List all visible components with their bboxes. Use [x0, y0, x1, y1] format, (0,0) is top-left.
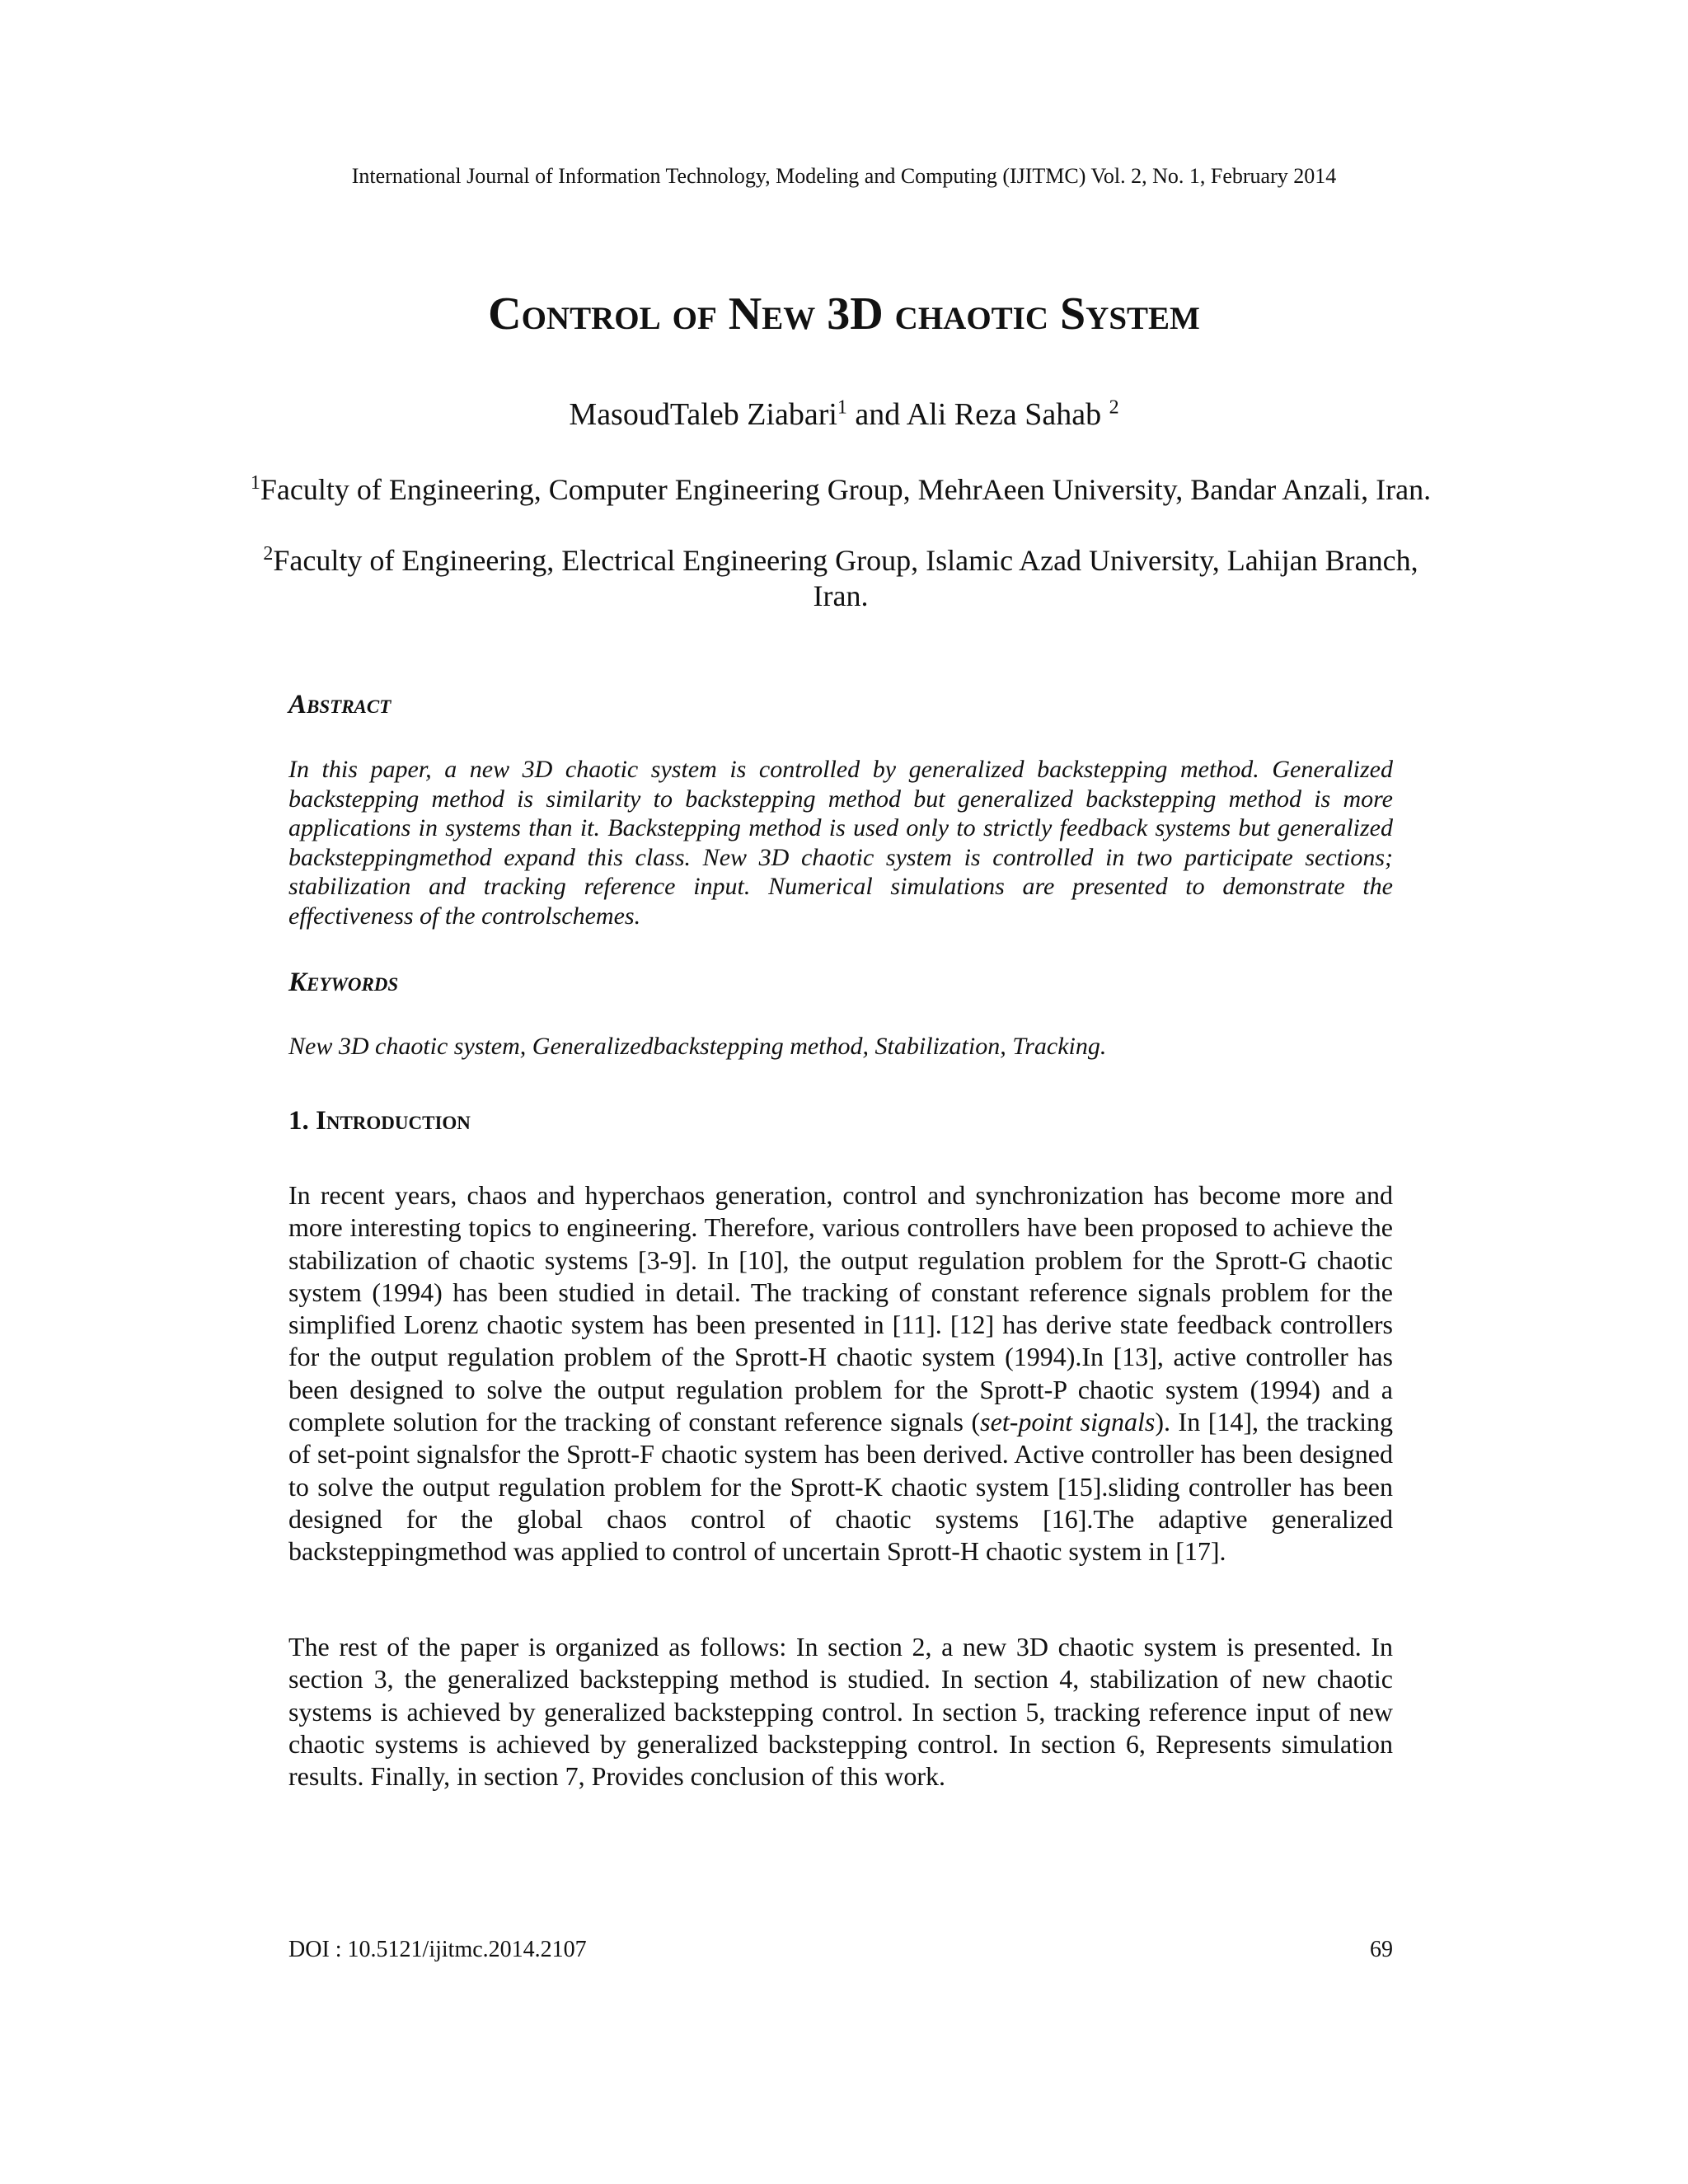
paragraph-text: ). In [14], the tracking of set-point signalsfor the Sprott-F chaotic system has been derived. Active controller has been designed to solve the output regulation problem for the Sprott-K chaotic system [15].sliding controller has been designed for the global chaos control of chaotic systems [16].The adaptive generalized backsteppingmethod was applied to control of uncertain Sprott-H chaotic system in [17].	[288, 1407, 1394, 1567]
author-line	[0, 396, 1688, 434]
author-name: Ali Reza Sahab	[906, 397, 1109, 432]
affiliation-mark: 1	[837, 396, 847, 419]
introduction-paragraph: The rest of the paper is organized as follows: In section 2, a new 3D chaotic system is presented. In section 3, the generalized backstepping method is studied. In section 4, stabilization of new chaotic systems is achieved by generalized backstepping control. In section 5, tracking reference input of new chaotic systems is achieved by generalized backstepping control. In section 6, Represents simulation results. Finally, in section 7, Provides conclusion of this work.	[288, 1632, 1393, 1792]
introduction-paragraph	[288, 1179, 1393, 1568]
affiliation	[247, 472, 1434, 508]
keywords-heading: Keywords	[288, 968, 399, 997]
author-connector: and	[846, 397, 907, 432]
abstract-heading: Abstract	[288, 690, 392, 719]
introduction-heading: 1. Introduction	[288, 1106, 471, 1136]
paragraph-text: In recent years, chaos and hyperchaos generation, control and synchronization has become more and more interesting topics to engineering. Therefore, various controllers have been proposed to achieve the stabilization of chaotic systems [3-9]. In [10], the output regulation problem for the Sprott-G chaotic system (1994) has been studied in detail. The tracking of constant reference signals problem for the simplified Lorenz chaotic system has been presented in [11]. [12] has derive state feedback controllers for the output regulation problem of the Sprott-H chaotic system (1994).In [13], active controller has been designed to solve the output regulation problem for the Sprott-P chaotic system (1994) and a complete solution for the tracking of constant reference signals (	[288, 1180, 1393, 1437]
doi-footer: DOI : 10.5121/ijitmc.2014.2107	[288, 1937, 587, 1962]
affiliation-text: Faculty of Engineering, Computer Engineering Group, MehrAeen University, Bandar Anzali, Iran.	[260, 473, 1432, 506]
keywords-text: New 3D chaotic system, Generalizedbackstepping method, Stabilization, Tracking.	[288, 1033, 1107, 1060]
affiliation-mark: 2	[1109, 396, 1119, 419]
affiliation-mark: 1	[250, 472, 260, 494]
abstract-text: In this paper, a new 3D chaotic system is controlled by generalized backstepping method. Generalized backstepping method is similarity to backstepping method but generalized backstepping method is more applications in systems than it. Backstepping method is used only to strictly feedback systems but generalized backsteppingmethod expand this class. New 3D chaotic system is controlled in two participate sections; stabilization and tracking reference input. Numerical simulations are presented to demonstrate the effectiveness of the controlschemes.	[288, 756, 1393, 930]
affiliation-text: Faculty of Engineering, Electrical Engineering Group, Islamic Azad University, Lahijan Branch, Iran.	[273, 544, 1418, 612]
author-name: MasoudTaleb Ziabari	[569, 397, 837, 432]
journal-header: International Journal of Information Technology, Modeling and Computing (IJITMC) Vol. 2, No. 1, February 2014	[351, 164, 1337, 188]
paper-title: Control of New 3D chaotic System	[488, 288, 1200, 340]
affiliation-mark: 2	[263, 543, 274, 565]
italic-term: set-point signals	[980, 1407, 1156, 1437]
affiliation	[247, 543, 1434, 614]
page-number: 69	[1370, 1937, 1393, 1962]
